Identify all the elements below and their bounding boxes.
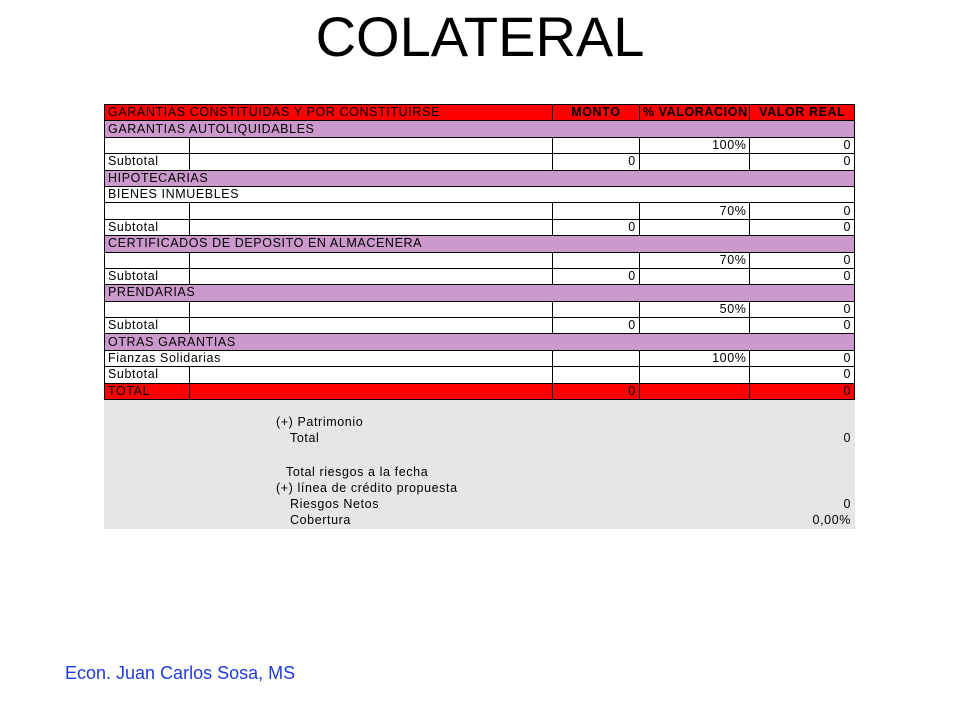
cell[interactable] [552, 137, 639, 153]
subtotal-valor[interactable]: 0 [750, 318, 855, 334]
pct-cell[interactable]: 50% [639, 301, 750, 317]
cell[interactable] [189, 252, 552, 268]
subtotal-valor[interactable]: 0 [750, 268, 855, 284]
cell[interactable] [189, 137, 552, 153]
total-label: TOTAL [105, 383, 190, 399]
subtotal-monto[interactable]: 0 [552, 268, 639, 284]
cell[interactable] [639, 318, 750, 334]
subtotal-valor[interactable]: 0 [750, 154, 855, 170]
section-certificados: CERTIFICADOS DE DEPOSITO EN ALMACENERA [105, 236, 855, 252]
subtotal-row [105, 367, 855, 383]
cell[interactable] [189, 318, 552, 334]
subtotal-row [105, 318, 855, 334]
section-row [105, 170, 855, 186]
cell[interactable] [105, 301, 190, 317]
header-row [105, 105, 855, 121]
subtotal-row [105, 268, 855, 284]
cell[interactable] [189, 268, 552, 284]
cell[interactable] [105, 252, 190, 268]
patrimonio-label: (+) Patrimonio [276, 415, 364, 430]
subtotal-monto[interactable]: 0 [552, 318, 639, 334]
pct-cell[interactable]: 100% [639, 350, 750, 366]
cell[interactable] [639, 367, 750, 383]
table-row [105, 203, 855, 219]
linea-credito-label: (+) línea de crédito propuesta [276, 481, 458, 496]
subtotal-label: Subtotal [105, 154, 190, 170]
cell[interactable] [189, 203, 552, 219]
subtotal-monto[interactable]: 0 [552, 154, 639, 170]
summary-line [104, 414, 855, 430]
summary-line [104, 480, 855, 496]
fianzas-label: Fianzas Solidarias [105, 350, 553, 366]
summary-block [104, 400, 855, 529]
header-label: GARANTIAS CONSTITUIDAS Y POR CONSTITUIRSE [105, 105, 553, 121]
subtotal-row [105, 154, 855, 170]
subtotal-label: Subtotal [105, 367, 190, 383]
section-row [105, 334, 855, 350]
header-valoracion: % VALORACION [639, 105, 750, 121]
table-row [105, 137, 855, 153]
cell[interactable] [552, 301, 639, 317]
summary-line [104, 496, 855, 512]
total-monto[interactable]: 0 [552, 383, 639, 399]
subtotal-valor[interactable]: 0 [750, 367, 855, 383]
value-cell[interactable]: 0 [750, 252, 855, 268]
cell[interactable] [105, 203, 190, 219]
value-cell[interactable]: 0 [750, 203, 855, 219]
cell[interactable] [189, 219, 552, 235]
subtotal-label: Subtotal [105, 268, 190, 284]
cell[interactable] [552, 367, 639, 383]
section-autoliquidables: GARANTIAS AUTOLIQUIDABLES [105, 121, 855, 137]
cell[interactable] [552, 350, 639, 366]
riesgos-fecha-label: Total riesgos a la fecha [286, 465, 429, 480]
cell[interactable] [189, 367, 552, 383]
table-row [105, 252, 855, 268]
pct-cell[interactable]: 70% [639, 252, 750, 268]
cell[interactable] [189, 383, 552, 399]
summary-line [104, 464, 855, 480]
cell[interactable] [552, 252, 639, 268]
total-row [105, 383, 855, 399]
summary-line [104, 430, 855, 446]
pct-cell[interactable]: 70% [639, 203, 750, 219]
section-row [105, 236, 855, 252]
cell[interactable] [105, 137, 190, 153]
cobertura-value[interactable]: 0,00% [812, 513, 851, 528]
cell[interactable] [189, 154, 552, 170]
page-title: COLATERAL [315, 5, 645, 68]
section-otras: OTRAS GARANTIAS [105, 334, 855, 350]
total-valor[interactable]: 0 [750, 383, 855, 399]
cell[interactable] [639, 219, 750, 235]
cell[interactable] [552, 203, 639, 219]
value-cell[interactable]: 0 [750, 301, 855, 317]
header-valor-real: VALOR REAL [750, 105, 855, 121]
colateral-spreadsheet [104, 104, 855, 529]
header-monto: MONTO [552, 105, 639, 121]
value-cell[interactable]: 0 [750, 350, 855, 366]
subsection-row [105, 186, 855, 202]
summary-line [104, 512, 855, 528]
section-row [105, 285, 855, 301]
riesgos-netos-value[interactable]: 0 [843, 497, 851, 512]
subtotal-row [105, 219, 855, 235]
cell[interactable] [189, 301, 552, 317]
cell[interactable] [639, 268, 750, 284]
subsection-inmuebles: BIENES INMUEBLES [105, 186, 855, 202]
total-label: Total [290, 431, 320, 446]
cell[interactable] [639, 154, 750, 170]
cell[interactable] [639, 383, 750, 399]
cobertura-label: Cobertura [290, 513, 351, 528]
riesgos-netos-label: Riesgos Netos [290, 497, 380, 512]
table-row [105, 350, 855, 366]
pct-cell[interactable]: 100% [639, 137, 750, 153]
table-row [105, 301, 855, 317]
total-value[interactable]: 0 [843, 431, 851, 446]
subtotal-valor[interactable]: 0 [750, 219, 855, 235]
guarantees-table [104, 104, 855, 400]
subtotal-monto[interactable]: 0 [552, 219, 639, 235]
author-footer: Econ. Juan Carlos Sosa, MS [65, 663, 296, 683]
section-row [105, 121, 855, 137]
subtotal-label: Subtotal [105, 219, 190, 235]
value-cell[interactable]: 0 [750, 137, 855, 153]
section-prendarias: PRENDARIAS [105, 285, 855, 301]
section-hipotecarias: HIPOTECARIAS [105, 170, 855, 186]
subtotal-label: Subtotal [105, 318, 190, 334]
